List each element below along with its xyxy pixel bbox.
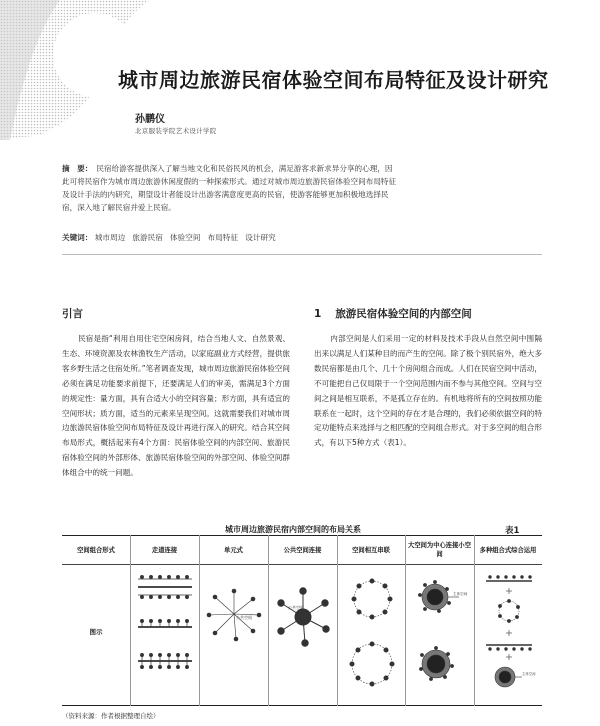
big-space-diagram	[409, 569, 471, 701]
diagram-label: 主体空间	[522, 672, 536, 676]
table-header-rule	[62, 564, 542, 565]
diagram-label: 主体空间	[453, 592, 468, 596]
section-1-paragraph	[314, 332, 542, 451]
table-header-cell: 多种组合式综合运用	[479, 546, 537, 554]
keyword: 旅游民宿	[132, 233, 163, 242]
divider	[62, 254, 542, 255]
table-header-cell: 走道连接	[151, 546, 178, 554]
unit-diagram	[203, 569, 265, 701]
table-header-cell: 大空间为中心连接小空间	[408, 542, 471, 558]
table-source: （资料来源：作者根据整理自绘）	[62, 712, 160, 720]
abstract-label: 摘 要：	[62, 164, 93, 173]
abstract-text: 民宿给游客提供深入了解当地文化和民俗民风的机会，满足游客求新求异分享的心理，因此可将民宿作为城市周边旅游休闲度假的一种探索形式。通过对城市周边旅游民宿体验空间布局特征及设计手法的内研究，期望设计者能设计出游客满意度更高的民宿，使游客能够更加积极地选择民宿，深入地了解民宿并爱上民宿。	[62, 164, 397, 212]
table-header-cell: 空间组合形式	[77, 546, 115, 554]
table-header-cell: 空间相互串联	[352, 546, 390, 554]
layout-table	[62, 535, 542, 706]
keywords	[62, 232, 462, 243]
table-header-cell: 单元式	[224, 546, 243, 554]
corridor-diagram	[134, 569, 196, 701]
keywords-label: 关键词：	[62, 233, 93, 242]
section-number: 1	[314, 308, 322, 320]
section-title: 旅游民宿体验空间的内部空间	[335, 308, 472, 320]
public-space-diagram	[272, 569, 334, 701]
row-label: 图示	[89, 628, 103, 636]
keyword: 城市周边	[94, 233, 126, 242]
abstract	[62, 162, 397, 214]
section-1-heading	[314, 306, 472, 321]
intro-text: 民宿是指“利用自用住宅空闲房间，结合当地人文、自然景观、生态、环境资源及农林渔牧生产活动，以家庭副业方式经营，提供旅客乡野生活之住宿处所。”笔者调查发现，城市周边旅游民宿体验空间必须在满足功能要求前提下，还要满足人们的审美，需满足3个方面的规定性：量方面，具有合适大小的空间容量；形方面，具有适宜的空间形状；质方面，适当的元素来呈现空间。这就需要我们对城市周边旅游民宿体验空间布局特征及设计再进行深入的研究。结合其空间布局形式，概括起来有4个方面：民宿体验空间的内部空间、旅游民宿体验空间的外部形体、旅游民宿体验空间的外部空间、体验空间群体组合中的统一问题。	[62, 334, 290, 478]
diagram-label: 公共空间	[288, 605, 304, 610]
keyword: 设计研究	[245, 233, 276, 242]
author-affiliation: 北京服装学院艺术设计学院	[135, 127, 217, 135]
keyword: 布局特征	[207, 233, 239, 242]
table-title: 城市周边旅游民宿内部空间的布局关系	[225, 525, 361, 534]
series-diagram	[341, 569, 403, 701]
diagram-label: 公共空间	[236, 615, 252, 620]
keyword: 体验空间	[170, 233, 201, 242]
table-bottom-rule	[62, 705, 542, 706]
intro-heading: 引言	[62, 308, 83, 320]
intro-paragraph	[62, 332, 290, 481]
combined-diagram	[478, 569, 540, 701]
section-1-text: 内部空间是人们采用一定的材料及技术手段从自然空间中围隔出来以满足人们某种目的而产生的空间。除了极个别民宿外，绝大多数民宿都是由几个、几十个房间组合而成。人们在民宿空间中活动，不可能把自己仅局限于一个空间范围内而不参与其他空间。空间与空间之间是相互联系，不是孤立存在的。有机地将所有的空间按照功能联系在一起时，这个空间的存在才是合理的，我们必须依据空间的特定功能特点来选择与之相匹配的空间组合形式。对于多空间的组合形式，有以下5种方式（表1）。	[314, 334, 542, 448]
table-number: 表1	[505, 526, 520, 536]
article-title: 城市周边旅游民宿体验空间布局特征及设计研究	[118, 68, 549, 92]
author-name: 孙鹏仪	[135, 114, 165, 125]
table-top-rule	[62, 535, 542, 536]
table-header-cell: 公共空间连接	[283, 546, 322, 554]
